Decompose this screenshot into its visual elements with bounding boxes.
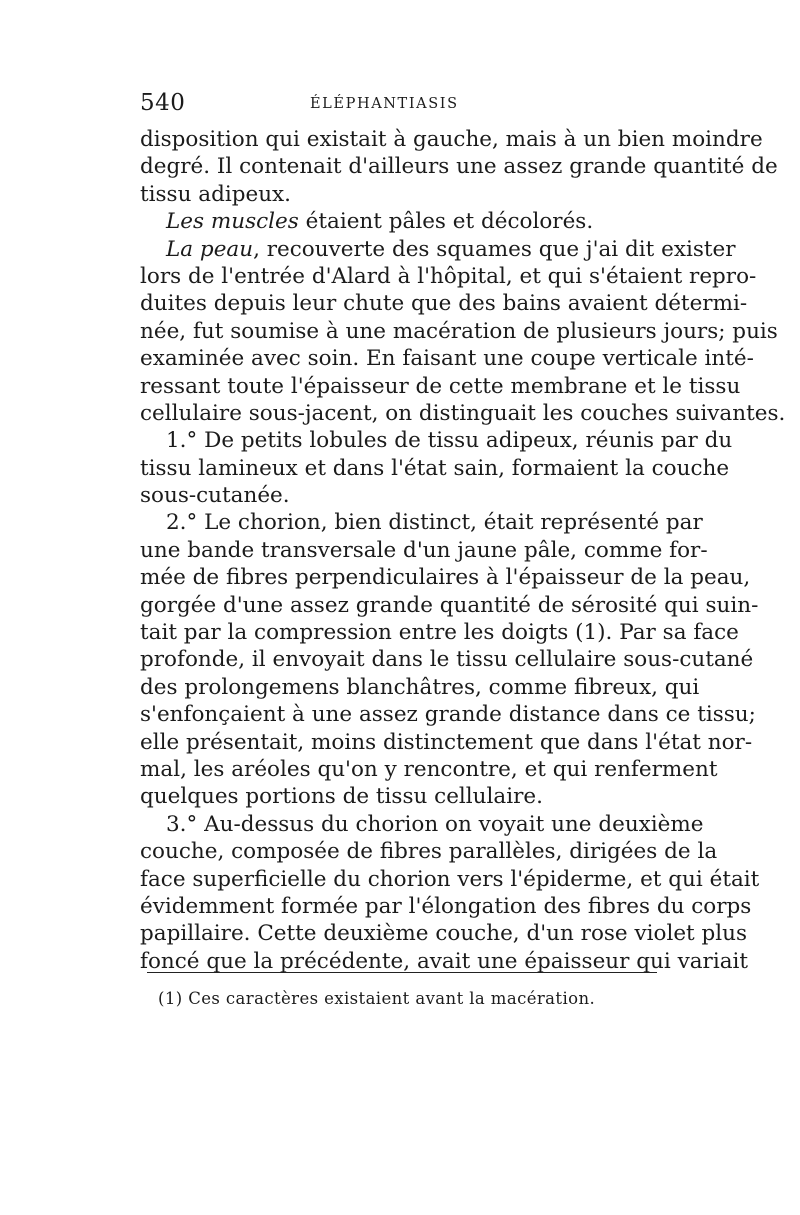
text-line: mée de fibres perpendiculaires à l'épaisseur de la peau, [140, 565, 751, 591]
text-line: 3.° Au-dessus du chorion on voyait une deuxième [166, 811, 704, 837]
text-line: profonde, il envoyait dans le tissu cellulaire sous-cutané [140, 647, 754, 673]
footnote: (1) Ces caractères existaient avant la macération. [158, 989, 596, 1008]
footnote-divider [147, 972, 657, 973]
text-line: une bande transversale d'un jaune pâle, comme for- [140, 537, 708, 563]
italic-lead: La peau [166, 236, 254, 262]
text-line: disposition qui existait à gauche, mais à un bien moindre [140, 127, 763, 152]
text-line: elle présentait, moins distinctement que dans l'état nor- [140, 729, 753, 755]
text-line: née, fut soumise à une macération de plusieurs jours; puis [140, 318, 778, 344]
text-line: tissu adipeux. [140, 181, 292, 207]
text-line: duites depuis leur chute que des bains avaient détermi- [140, 291, 748, 317]
text-line: Les muscles étaient pâles et décolorés. [166, 209, 594, 235]
text-line: La peau, recouverte des squames que j'ai dit exister [166, 236, 736, 262]
italic-lead: Les muscles [166, 209, 299, 235]
text-line: degré. Il contenait d'ailleurs une assez grande quantité de [140, 154, 778, 180]
text-line: foncé que la précédente, avait une épaisseur qui variait [140, 948, 749, 974]
text-line: sous-cutanée. [140, 483, 290, 509]
text-line: face superficielle du chorion vers l'épiderme, et qui était [140, 866, 760, 892]
page-header [140, 90, 660, 120]
text-line: lors de l'entrée d'Alard à l'hôpital, et qui s'étaient repro- [140, 263, 757, 289]
text-line: quelques portions de tissu cellulaire. [140, 784, 543, 810]
text-line: évidemment formée par l'élongation des fibres du corps [140, 893, 752, 919]
running-title: ÉLÉPHANTIASIS [310, 96, 459, 112]
text-line: des prolongemens blanchâtres, comme fibreux, qui [140, 674, 700, 700]
text-line: 1.° De petits lobules de tissu adipeux, réunis par du [166, 428, 733, 454]
text-line: couche, composée de fibres parallèles, dirigées de la [140, 839, 718, 865]
text-line: ressant toute l'épaisseur de cette membrane et le tissu [140, 373, 741, 399]
text-line: examinée avec soin. En faisant une coupe verticale inté- [140, 346, 754, 372]
text-line: cellulaire sous-jacent, on distinguait les couches suivantes. [140, 400, 786, 426]
text-line: papillaire. Cette deuxième couche, d'un rose violet plus [140, 921, 748, 947]
text-line: 2.° Le chorion, bien distinct, était représenté par [166, 510, 703, 536]
body-text [140, 126, 786, 975]
text-line: s'enfonçaient à une assez grande distance dans ce tissu; [140, 702, 756, 728]
text-line: gorgée d'une assez grande quantité de sérosité qui suin- [140, 592, 759, 618]
page-number: 540 [140, 90, 186, 116]
text-line: mal, les aréoles qu'on y rencontre, et qui renferment [140, 756, 718, 782]
text-line: tissu lamineux et dans l'état sain, formaient la couche [140, 455, 730, 481]
text-line: tait par la compression entre les doigts (1). Par sa face [140, 620, 739, 646]
